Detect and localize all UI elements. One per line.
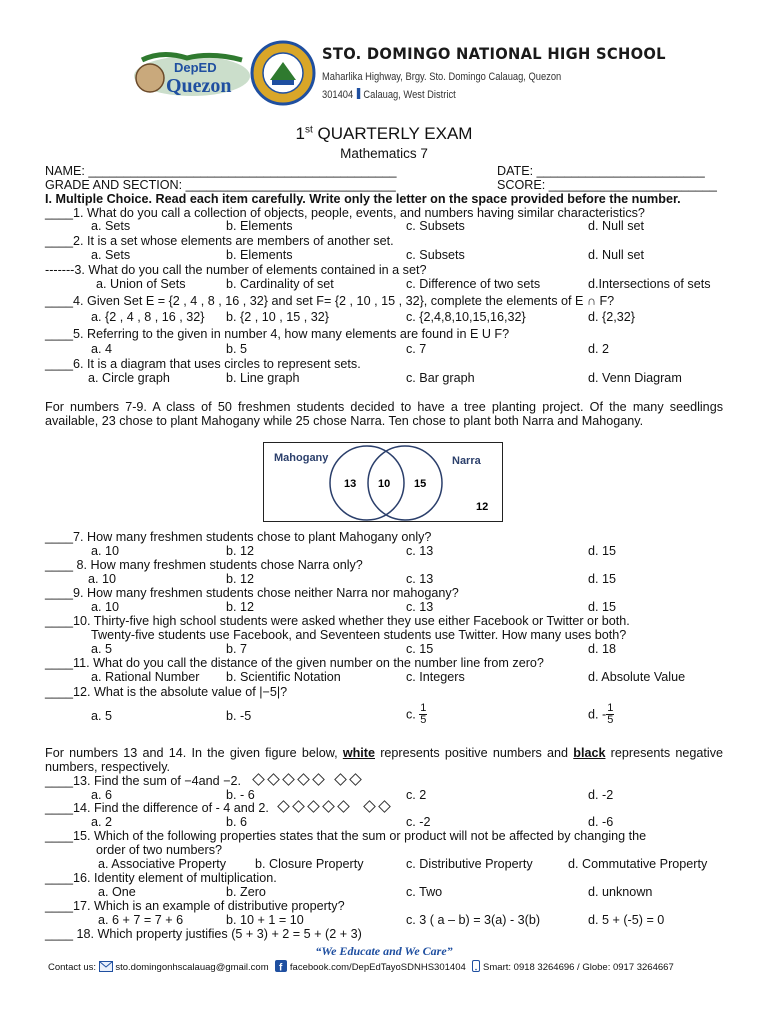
q6-choice-d: d. Venn Diagram [588, 371, 682, 385]
q11-choice-b: b. Scientific Notation [226, 670, 341, 684]
question-2: ____2. It is a set whose elements are members of another set. [45, 234, 394, 248]
school-district: 301404 Calauag, West District [322, 89, 456, 101]
email-icon [99, 961, 113, 972]
score-field[interactable]: SCORE: ________________________ [497, 178, 717, 192]
venn-label-narra: Narra [452, 455, 481, 467]
date-field[interactable]: DATE: ________________________ [497, 164, 705, 178]
q4-choice-b: b. {2 , 10 , 15 , 32} [226, 310, 329, 324]
question-15-continued: order of two numbers? [96, 843, 222, 857]
question-17: ____17. Which is an example of distributive property? [45, 899, 345, 913]
contact-label: Contact us: [48, 962, 97, 973]
q14-figure [276, 801, 392, 815]
q15-choice-a: a. Associative Property [98, 857, 227, 871]
q13-choice-b: b. - 6 [226, 788, 255, 802]
question-10: ____10. Thirty-five high school students were asked whether they use either Facebook or Twitter or both. [45, 614, 630, 628]
q16-choice-d: d. unknown [588, 885, 653, 899]
venn-mahogany-only: 13 [344, 478, 357, 490]
venn-both: 10 [378, 478, 391, 490]
q10-choice-c: c. 15 [406, 642, 434, 656]
q9-choice-b: b. 12 [226, 600, 255, 614]
exam-subject: Mathematics 7 [340, 146, 428, 161]
q14-choice-d: d. -6 [588, 815, 614, 829]
question-9: ____9. How many freshmen students chose neither Narra nor mahogany? [45, 586, 459, 600]
contact-email[interactable]: sto.domingonhscalauag@gmail.com [115, 962, 269, 973]
question-12: ____12. What is the absolute value of |−5|? [45, 685, 288, 699]
q13-choice-c: c. 2 [406, 788, 427, 802]
q5-choice-c: c. 7 [406, 342, 427, 356]
q11-choice-c: c. Integers [406, 670, 465, 684]
name-field[interactable]: NAME: ____________________________________________ [45, 164, 397, 178]
q14-choice-b: b. 6 [226, 815, 248, 829]
q6-choice-a: a. Circle graph [88, 371, 170, 385]
q8-choice-a: a. 10 [88, 572, 117, 586]
venn-svg [264, 443, 504, 523]
q11-choice-d: d. Absolute Value [588, 670, 686, 684]
q5-choice-d: d. 2 [588, 342, 610, 356]
question-7: ____7. How many freshmen students chose to plant Mahogany only? [45, 530, 432, 544]
question-8: ____ 8. How many freshmen students chose Narra only? [45, 558, 363, 572]
svg-text:f: f [279, 962, 283, 972]
mahogany-circle [330, 446, 404, 520]
problem-13-14-text: For numbers 13 and 14. In the given figure below, white represents positive numbers and black represents negative numbers, respectively. [45, 746, 723, 774]
q15-choice-d: d. Commutative Property [568, 857, 708, 871]
q11-choice-a: a. Rational Number [91, 670, 200, 684]
grade-section-field[interactable]: GRADE AND SECTION: ______________________________ [45, 178, 396, 192]
question-6: ____6. It is a diagram that uses circles to represent sets. [45, 357, 361, 371]
venn-narra-only: 15 [414, 478, 427, 490]
q3-choice-c: c. Difference of two sets [406, 277, 541, 291]
q13-figure [251, 774, 363, 788]
contact-phones: Smart: 0918 3264696 / Globe: 0917 3264667 [483, 962, 674, 973]
q9-choice-c: c. 13 [406, 600, 434, 614]
q2-choice-a: a. Sets [91, 248, 131, 262]
q7-choice-c: c. 13 [406, 544, 434, 558]
q6-choice-b: b. Line graph [226, 371, 300, 385]
svg-text:DepED: DepED [174, 60, 217, 75]
q5-choice-a: a. 4 [91, 342, 113, 356]
q6-choice-c: c. Bar graph [406, 371, 475, 385]
q17-choice-a: a. 6 + 7 = 7 + 6 [98, 913, 184, 927]
question-5: ____5. Referring to the given in number 4, how many elements are found in E U F? [45, 327, 510, 341]
q3-choice-a: a. Union of Sets [96, 277, 186, 291]
q8-choice-d: d. 15 [588, 572, 617, 586]
q4-choice-a: a. {2 , 4 , 8 , 16 , 32} [91, 310, 205, 324]
school-address: Maharlika Highway, Brgy. Sto. Domingo Calauag, Quezon [322, 71, 562, 83]
problem-7-9-text: For numbers 7-9. A class of 50 freshmen students decided to have a tree planting project. Of the many seedlings available, 23 chose to plant Mahogany while 25 chose Narra. Ten chose to plant both Narra and Mahogany. [45, 400, 723, 428]
school-name: STO. DOMINGO NATIONAL HIGH SCHOOL [322, 44, 666, 63]
q1-choice-b: b. Elements [226, 219, 293, 233]
q1-choice-a: a. Sets [91, 219, 131, 233]
question-4: ____4. Given Set E = {2 , 4 , 8 , 16 , 32} and set F= {2 , 10 , 15 , 32}, complete the elements of E ∩ F? [45, 294, 615, 308]
q12-choice-d: d. - $\frac{1}{5}$ [588, 702, 614, 726]
exam-title: 1st QUARTERLY EXAM [295, 124, 473, 143]
q17-choice-c: c. 3 ( a – b) = 3(a) - 3(b) [406, 913, 541, 927]
q12c-fraction: $\frac{1}{5}$ [420, 702, 427, 726]
q2-choice-d: d. Null set [588, 248, 644, 262]
q13-choice-d: d. -2 [588, 788, 614, 802]
q12-choice-c: c. $\frac{1}{5}$ [406, 702, 427, 726]
contact-bar [48, 960, 674, 973]
q17-choice-d: d. 5 + (-5) = 0 [588, 913, 665, 927]
q8-choice-b: b. 12 [226, 572, 255, 586]
q4-choice-d: d. {2,32} [588, 310, 635, 324]
q13-choice-a: a. 6 [91, 788, 113, 802]
question-10-continued: Twenty-five students use Facebook, and Seventeen students use Twitter. How many uses both? [91, 628, 627, 642]
q16-choice-a: a. One [98, 885, 136, 899]
q4-choice-c: c. {2,4,8,10,15,16,32} [406, 310, 526, 324]
q12-choice-b: b. -5 [226, 709, 252, 723]
q3-choice-b: b. Cardinality of set [226, 277, 334, 291]
phone-icon [472, 960, 480, 972]
school-motto: “We Educate and We Care” [315, 944, 453, 958]
school-seal-icon [250, 40, 316, 106]
q7-choice-b: b. 12 [226, 544, 255, 558]
q3-choice-d: d.Intersections of sets [588, 277, 711, 291]
q1-choice-c: c. Subsets [406, 219, 465, 233]
question-3: -------3. What do you call the number of elements contained in a set? [45, 263, 427, 277]
q16-choice-b: b. Zero [226, 885, 266, 899]
q15-choice-b: b. Closure Property [255, 857, 364, 871]
question-13: ____13. Find the sum of −4and −2. [45, 774, 363, 788]
q12d-fraction: $\frac{1}{5}$ [607, 702, 614, 726]
venn-diagram [263, 442, 503, 522]
contact-facebook[interactable]: facebook.com/DepEdTayoSDNHS301404 [289, 962, 466, 973]
q8-choice-c: c. 13 [406, 572, 434, 586]
q14-choice-c: c. -2 [406, 815, 431, 829]
venn-label-mahogany: Mahogany [274, 452, 329, 464]
q5-choice-b: b. 5 [226, 342, 248, 356]
question-14: ____14. Find the difference of - 4 and 2. [45, 801, 392, 815]
q7-choice-a: a. 10 [91, 544, 120, 558]
q15-choice-c: c. Distributive Property [406, 857, 533, 871]
q9-choice-a: a. 10 [91, 600, 120, 614]
q1-choice-d: d. Null set [588, 219, 644, 233]
q14-choice-a: a. 2 [91, 815, 113, 829]
q10-choice-d: d. 18 [588, 642, 617, 656]
q7-choice-d: d. 15 [588, 544, 617, 558]
question-15: ____15. Which of the following properties states that the sum or product will not be affected by changing the [45, 829, 647, 843]
q16-choice-c: c. Two [406, 885, 443, 899]
question-16: ____16. Identity element of multiplication. [45, 871, 277, 885]
letterhead [0, 0, 768, 118]
q10-choice-b: b. 7 [226, 642, 248, 656]
venn-neither: 12 [476, 501, 489, 513]
question-18: ____ 18. Which property justifies (5 + 3) + 2 = 5 + (2 + 3) [45, 927, 362, 941]
question-11: ____11. What do you call the distance of the given number on the number line from zero? [45, 656, 544, 670]
q9-choice-d: d. 15 [588, 600, 617, 614]
question-1: ____1. What do you call a collection of objects, people, events, and numbers having similar characteristics? [45, 206, 645, 220]
q2-choice-c: c. Subsets [406, 248, 465, 262]
q17-choice-b: b. 10 + 1 = 10 [226, 913, 304, 927]
instructions: I. Multiple Choice. Read each item carefully. Write only the letter on the space provided before the number. [45, 192, 681, 206]
deped-quezon-logo [132, 50, 252, 98]
q12-choice-a: a. 5 [91, 709, 113, 723]
facebook-icon [275, 960, 287, 972]
q10-choice-a: a. 5 [91, 642, 113, 656]
q2-choice-b: b. Elements [226, 248, 293, 262]
svg-text:Quezon: Quezon [166, 75, 232, 97]
